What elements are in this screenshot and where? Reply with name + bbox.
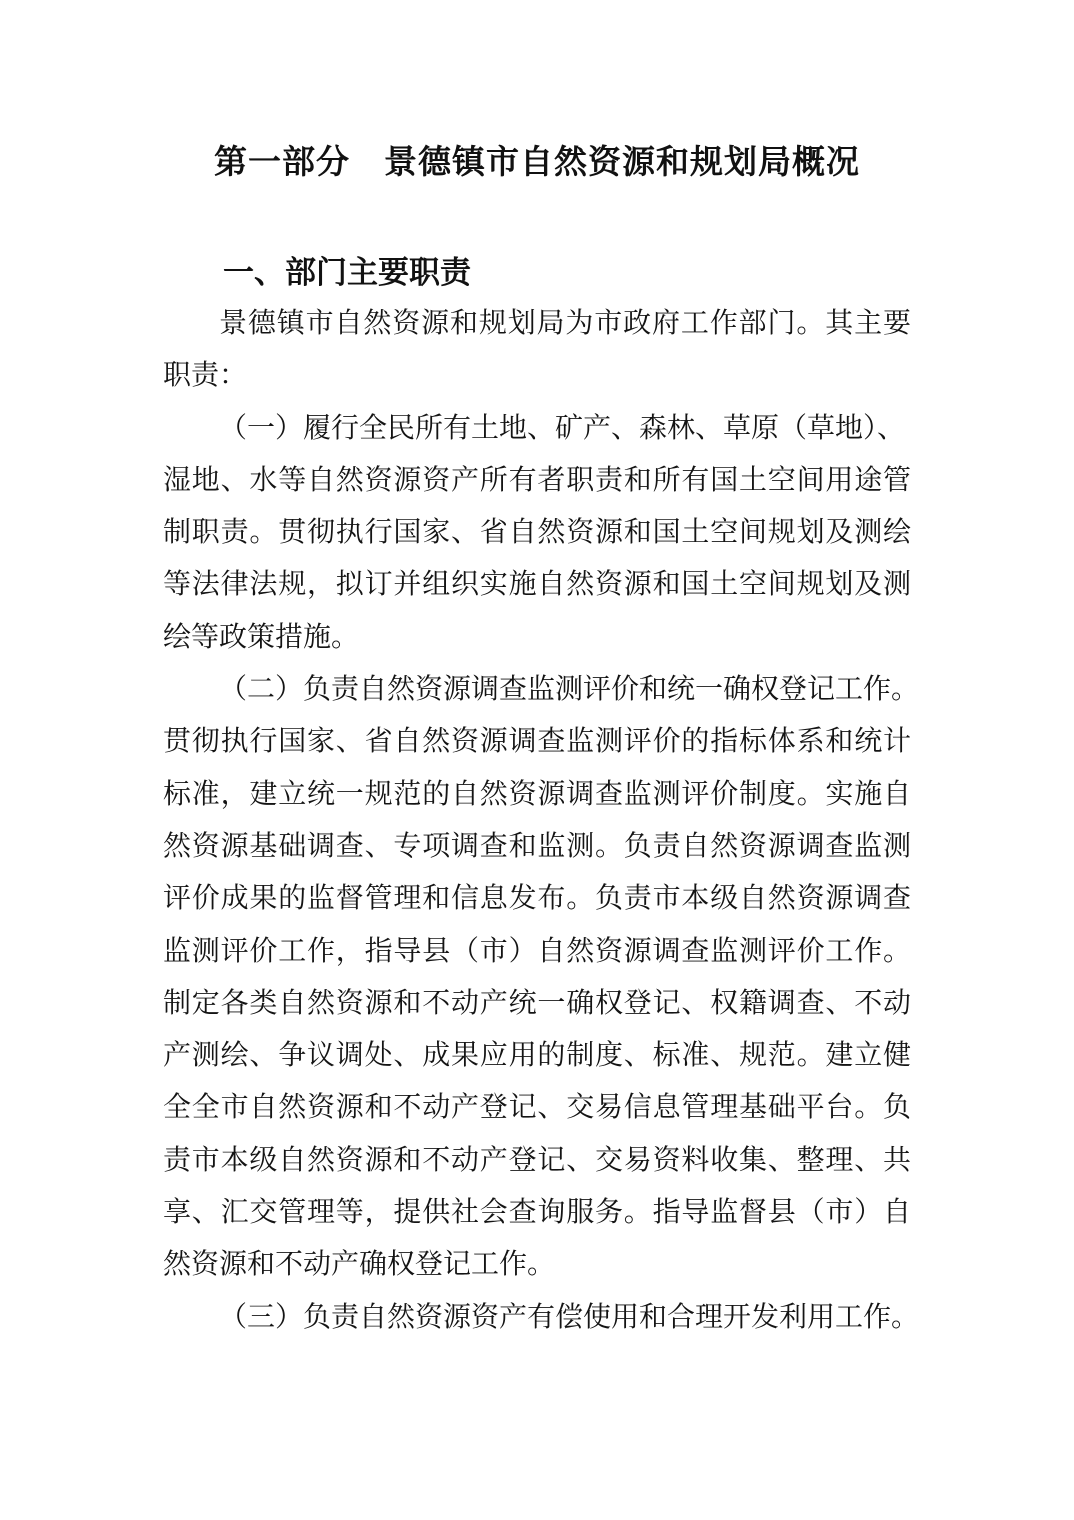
- body-line: 全全市自然资源和不动产登记、交易信息管理基础平台。负: [163, 1092, 911, 1124]
- body-line: 标准，建立统一规范的自然资源调查监测评价制度。实施自: [163, 778, 911, 810]
- body-line: 职责：: [163, 360, 248, 392]
- body-line: 贯彻执行国家、省自然资源调查监测评价的指标体系和统计: [163, 726, 911, 758]
- body-line: 制职责。贯彻执行国家、省自然资源和国土空间规划及测绘: [163, 517, 911, 549]
- body-line: （三）负责自然资源资产有偿使用和合理开发利用工作。: [219, 1301, 920, 1333]
- body-line: 绘等政策措施。: [163, 621, 360, 653]
- body-line: 湿地、水等自然资源资产所有者职责和所有国土空间用途管: [163, 464, 911, 496]
- body-line: 产测绘、争议调处、成果应用的制度、标准、规范。建立健: [163, 1040, 911, 1072]
- body-line: 然资源和不动产确权登记工作。: [163, 1249, 556, 1281]
- body-line: 评价成果的监督管理和信息发布。负责市本级自然资源调查: [163, 883, 911, 915]
- body-line: （一）履行全民所有土地、矿产、森林、草原（草地）、: [219, 412, 906, 444]
- body-line: 等法律法规，拟订并组织实施自然资源和国土空间规划及测: [163, 569, 911, 601]
- body-line: 制定各类自然资源和不动产统一确权登记、权籍调查、不动: [163, 987, 911, 1019]
- body-line: 然资源基础调查、专项调查和监测。负责自然资源调查监测: [163, 830, 911, 862]
- body-line: 享、汇交管理等，提供社会查询服务。指导监督县（市）自: [163, 1197, 911, 1229]
- section-heading: 一、部门主要职责: [223, 255, 471, 290]
- document-body: [163, 298, 920, 1344]
- body-line: （二）负责自然资源调查监测评价和统一确权登记工作。: [219, 674, 920, 706]
- body-line: 景德镇市自然资源和规划局为市政府工作部门。其主要: [219, 308, 911, 339]
- document-title: 第一部分 景德镇市自然资源和规划局概况: [214, 145, 860, 181]
- body-line: 监测评价工作，指导县（市）自然资源调查监测评价工作。: [163, 935, 911, 967]
- body-line: 责市本级自然资源和不动产登记、交易资料收集、整理、共: [163, 1144, 911, 1176]
